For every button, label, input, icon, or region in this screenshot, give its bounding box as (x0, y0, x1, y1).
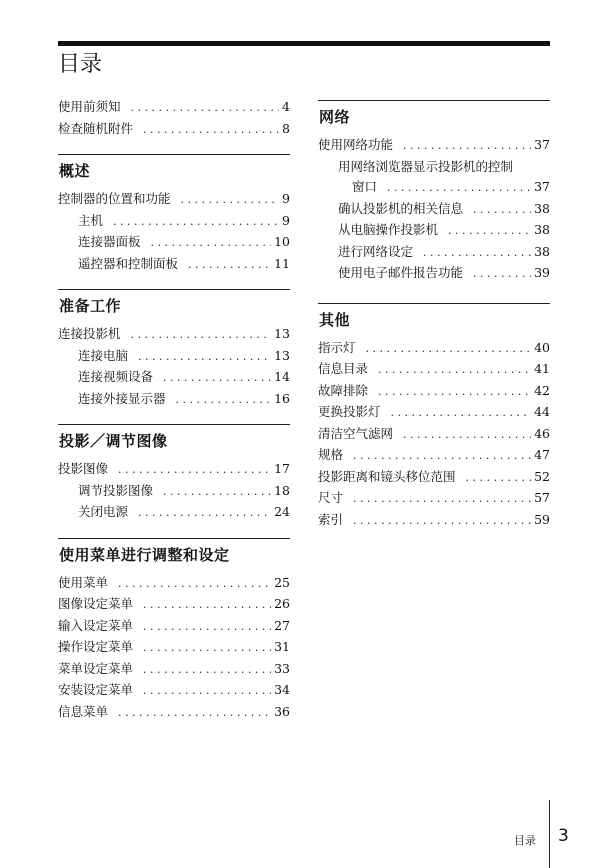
entry-label: 使用网络功能 (318, 137, 394, 152)
page-number: 16 (274, 390, 290, 406)
section-overview (58, 154, 290, 275)
page-number: 26 (274, 596, 290, 611)
page-number: 57 (534, 490, 550, 505)
entry-label: 故障排除 (318, 382, 369, 398)
page-number: 38 (534, 243, 550, 259)
page-number: 47 (534, 447, 550, 462)
entry-label: 确认投影机的相关信息 (338, 200, 464, 216)
toc-entry[interactable] (58, 481, 290, 503)
entry-label: 窗口 (352, 179, 378, 194)
toc-entry[interactable] (318, 338, 550, 360)
entry-label: 规格 (318, 447, 344, 462)
entry-label: 使用前须知 (58, 99, 121, 114)
entry-label: 图像设定菜单 (58, 596, 134, 611)
dot-leader (143, 120, 279, 141)
toc-entry[interactable] (318, 424, 550, 446)
toc-entry[interactable] (58, 367, 290, 389)
page-number: 27 (274, 617, 290, 633)
toc-entry[interactable] (58, 637, 290, 659)
toc-entry[interactable] (58, 616, 290, 638)
page-number: 39 (534, 265, 550, 280)
page-number: 38 (534, 200, 550, 216)
toc-entry-wrapped-line[interactable]: 用网络浏览器显示投影机的控制 (338, 158, 514, 174)
toc-entry[interactable] (318, 359, 550, 381)
dot-leader (188, 255, 271, 276)
entry-label: 索引 (318, 511, 344, 527)
page-number: 9 (282, 212, 290, 228)
toc-entry[interactable] (58, 502, 290, 524)
dot-leader (113, 212, 279, 233)
entry-label: 使用菜单 (58, 574, 109, 590)
dot-leader (353, 446, 531, 467)
entry-label: 信息目录 (318, 361, 369, 376)
page-number: 8 (282, 120, 290, 136)
toc-entry[interactable] (58, 389, 290, 411)
dot-leader (448, 221, 531, 242)
entry-label: 指示灯 (318, 339, 356, 355)
page-number: 25 (274, 574, 290, 590)
page-number: 13 (274, 347, 290, 363)
section-title: 使用菜单进行调整和设定 (59, 545, 230, 564)
toc-entry[interactable] (58, 573, 290, 595)
entry-label: 清洁空气滤网 (318, 425, 394, 441)
dot-leader (181, 190, 280, 211)
entry-label: 尺寸 (318, 490, 344, 505)
entry-label: 连接器面板 (78, 234, 141, 249)
entry-label: 关闭电源 (78, 504, 129, 519)
entry-label: 进行网络设定 (338, 243, 414, 259)
toc-entry[interactable] (318, 445, 550, 467)
toc-entry[interactable] (58, 232, 290, 254)
top-rule (58, 41, 550, 46)
dot-leader (466, 468, 532, 489)
dot-leader (403, 136, 531, 157)
dot-leader (387, 178, 531, 199)
toc-entry[interactable] (58, 680, 290, 702)
section-rule (58, 538, 290, 539)
entry-label: 遥控器和控制面板 (78, 255, 179, 271)
entry-label: 主机 (78, 212, 104, 228)
dot-leader (118, 460, 271, 481)
toc-entry[interactable] (318, 488, 550, 510)
entry-label: 投影图像 (58, 461, 109, 476)
entry-label: 连接视频设备 (78, 369, 154, 384)
page-number: 40 (534, 339, 550, 355)
page-number: 31 (274, 639, 290, 654)
entry-label: 投影距离和镜头移位范围 (318, 468, 456, 484)
dot-leader (473, 264, 531, 285)
section-rule (318, 100, 550, 101)
toc-entry[interactable] (318, 199, 550, 221)
entry-label: 更换投影灯 (318, 404, 381, 419)
page-number: 44 (534, 404, 550, 419)
section-network (318, 100, 550, 285)
entry-label: 控制器的位置和功能 (58, 191, 171, 206)
toc-entry[interactable] (58, 324, 290, 346)
toc-entry[interactable] (318, 381, 550, 403)
dot-leader (353, 489, 531, 510)
section-rule (58, 424, 290, 425)
section-title: 准备工作 (59, 297, 122, 315)
dot-leader (138, 347, 271, 368)
toc-entry[interactable] (318, 177, 550, 199)
toc-entry[interactable] (58, 594, 290, 616)
page-number: 41 (534, 361, 550, 376)
section-title: 其他 (319, 310, 351, 329)
dot-leader (118, 703, 271, 724)
page-number-footer: 3 (558, 826, 569, 846)
section-other (318, 303, 550, 532)
toc-entry[interactable] (318, 242, 550, 264)
dot-leader (131, 98, 280, 119)
page-number: 46 (534, 425, 550, 441)
toc-entry[interactable] (318, 467, 550, 489)
section-rule (318, 303, 550, 304)
page-number: 24 (274, 504, 290, 519)
entry-label: 调节投影图像 (78, 482, 154, 498)
section-rule (58, 154, 290, 155)
dot-leader (391, 403, 532, 424)
dot-leader (151, 233, 272, 254)
entry-label: 信息菜单 (58, 703, 109, 719)
page-number: 17 (274, 461, 290, 476)
toc-entry[interactable] (58, 97, 290, 119)
page-title: 目录 (58, 52, 103, 77)
toc-entry[interactable] (318, 135, 550, 157)
dot-leader (378, 360, 531, 381)
toc-entry[interactable] (58, 459, 290, 481)
dot-leader (143, 638, 271, 659)
dot-leader (118, 574, 271, 595)
dot-leader (353, 511, 531, 532)
page-number: 37 (534, 137, 550, 152)
entry-label: 连接外接显示器 (78, 390, 166, 406)
dot-leader (131, 325, 272, 346)
dot-leader (163, 368, 271, 389)
page-number: 13 (274, 326, 290, 341)
page-number: 9 (282, 191, 290, 206)
intro-entries (58, 97, 290, 140)
page-number: 4 (282, 99, 290, 114)
entry-label: 检查随机附件 (58, 120, 134, 136)
page-number: 34 (274, 682, 290, 697)
section-title: 网络 (319, 108, 351, 126)
toc-entry[interactable] (58, 659, 290, 681)
entry-label: 从电脑操作投影机 (338, 222, 439, 237)
dot-leader (366, 339, 532, 360)
dot-leader (473, 200, 531, 221)
dot-leader (403, 425, 531, 446)
toc-entry[interactable] (58, 189, 290, 211)
dot-leader (143, 617, 271, 638)
section-projection (58, 424, 290, 524)
toc-entry[interactable] (318, 510, 550, 532)
dot-leader (378, 382, 531, 403)
dot-leader (138, 503, 271, 524)
entry-label: 输入设定菜单 (58, 617, 134, 633)
toc-entry[interactable] (58, 254, 290, 276)
section-title: 概述 (59, 162, 91, 180)
toc-entry[interactable] (318, 263, 550, 285)
page-number: 14 (274, 369, 290, 384)
page-number: 10 (274, 234, 290, 249)
entry-label: 连接投影机 (58, 326, 121, 341)
dot-leader (163, 482, 271, 503)
entry-label: 连接电脑 (78, 347, 129, 363)
section-title: 投影／调节图像 (59, 432, 168, 450)
page-number: 42 (534, 382, 550, 398)
entry-label: 安装设定菜单 (58, 682, 134, 697)
entry-label: 使用电子邮件报告功能 (338, 265, 464, 280)
toc-entry[interactable] (318, 220, 550, 242)
page-number: 38 (534, 222, 550, 237)
dot-leader (176, 390, 272, 411)
page-number: 37 (534, 179, 550, 194)
section-preparation (58, 289, 290, 410)
page-number: 11 (274, 255, 290, 271)
toc-entry[interactable] (58, 702, 290, 724)
page-number: 18 (274, 482, 290, 498)
toc-entry[interactable] (58, 119, 290, 141)
footer-section-label: 目录 (514, 834, 536, 847)
section-menus (58, 538, 290, 724)
dot-leader (143, 660, 271, 681)
page-number: 52 (534, 468, 550, 484)
dot-leader (143, 595, 271, 616)
entry-label: 菜单设定菜单 (58, 660, 134, 676)
dot-leader (423, 243, 531, 264)
page-number: 33 (274, 660, 290, 676)
page-number: 36 (274, 703, 290, 719)
toc-entry[interactable] (58, 211, 290, 233)
toc-right-column (318, 100, 550, 531)
section-rule (58, 289, 290, 290)
toc-entry[interactable] (58, 346, 290, 368)
toc-left-column (58, 97, 290, 723)
page-number: 59 (534, 511, 550, 527)
footer-rule (549, 800, 550, 868)
dot-leader (143, 681, 271, 702)
toc-entry[interactable] (318, 402, 550, 424)
entry-label: 操作设定菜单 (58, 639, 134, 654)
